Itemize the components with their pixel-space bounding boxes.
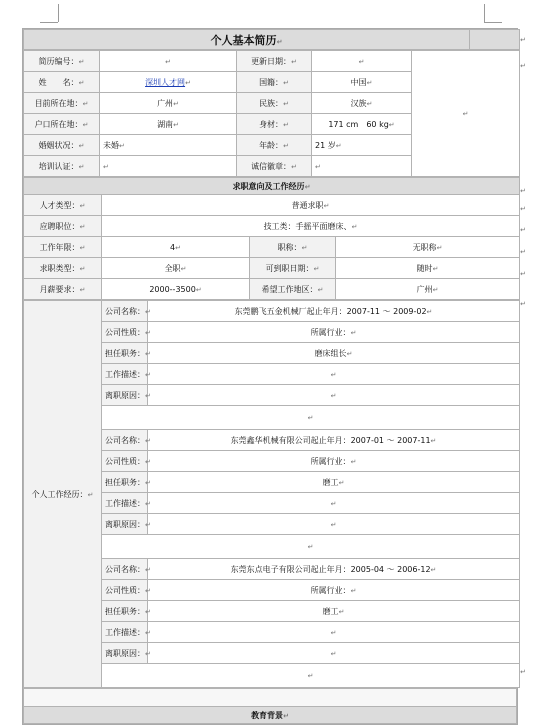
- description-value: ↵: [148, 364, 520, 385]
- company-name: 东莞鑫华机械有限公司: [230, 435, 311, 445]
- education-heading: 教育背景↵: [24, 707, 517, 724]
- company-label: 公司名称：↵: [102, 559, 148, 580]
- crop-mark-top-left-h: [40, 22, 58, 23]
- period-start: 2005-04: [350, 564, 385, 574]
- paragraph-mark: ↵: [520, 300, 526, 308]
- marital-value: 未婚↵: [100, 135, 237, 156]
- period-end: 2006-12: [397, 564, 431, 574]
- leave-reason-value: ↵: [148, 385, 520, 406]
- entry-spacer: ↵: [102, 535, 520, 559]
- leave-reason-value: ↵: [148, 643, 520, 664]
- credit-label: 诚信徽章：↵: [237, 156, 312, 177]
- paragraph-mark: ↵: [520, 226, 526, 234]
- company-name: 东莞东点电子有限公司: [230, 564, 311, 574]
- title-side-cell: [470, 30, 520, 50]
- industry-cell: 所属行业：↵: [148, 451, 520, 472]
- training-label: 培训认证：↵: [24, 156, 100, 177]
- hukou-value: 湖南↵: [100, 114, 237, 135]
- industry-cell: 所属行业：↵: [148, 322, 520, 343]
- updated-label: 更新日期：↵: [237, 51, 312, 72]
- work-years-label: 工作年限：↵: [24, 237, 102, 258]
- body-label: 身材：↵: [237, 114, 312, 135]
- spacer-row: [24, 689, 517, 707]
- location-label: 目前所在地：↵: [24, 93, 100, 114]
- role-label: 担任职务：↵: [102, 601, 148, 622]
- hukou-label: 户口所在地：↵: [24, 114, 100, 135]
- period-start: 2007-01: [350, 435, 385, 445]
- name-label: 姓 名：↵: [24, 72, 100, 93]
- marital-label: 婚姻状况：↵: [24, 135, 100, 156]
- paragraph-mark: ↵: [520, 205, 526, 213]
- entry-spacer: ↵: [102, 664, 520, 688]
- paragraph-mark: ↵: [520, 36, 526, 44]
- description-label: 工作描述：↵: [102, 364, 148, 385]
- nationality-value: 中国↵: [312, 72, 412, 93]
- leave-reason-label: 离职原因：↵: [102, 385, 148, 406]
- work-years-value: 4↵: [102, 237, 250, 258]
- job-type-label: 求职类型：↵: [24, 258, 102, 279]
- salary-value: 2000--3500↵: [102, 279, 250, 300]
- job-intention-table: [23, 177, 520, 300]
- location-value: 广州↵: [100, 93, 237, 114]
- nature-label: 公司性质：↵: [102, 451, 148, 472]
- description-label: 工作描述：↵: [102, 622, 148, 643]
- page-title: 个人基本简历↵: [24, 30, 470, 50]
- industry-cell: 所属行业：↵: [148, 580, 520, 601]
- role-label: 担任职务：↵: [102, 343, 148, 364]
- resume-no-label: 简历编号：↵: [24, 51, 100, 72]
- training-value: ↵: [100, 156, 237, 177]
- credit-value: ↵: [312, 156, 412, 177]
- description-label: 工作描述：↵: [102, 493, 148, 514]
- arrival-label: 可到职日期：↵: [250, 258, 336, 279]
- leave-reason-label: 离职原因：↵: [102, 514, 148, 535]
- leave-reason-label: 离职原因：↵: [102, 643, 148, 664]
- body-value: 171 cm 60 kg↵: [312, 114, 412, 135]
- crop-mark-top-right-v: [484, 4, 485, 22]
- job-title-label: 职称：↵: [250, 237, 336, 258]
- talent-type-value: 普通求职↵: [102, 195, 520, 216]
- age-value: 21 岁↵: [312, 135, 412, 156]
- title-table: [23, 29, 520, 50]
- description-value: ↵: [148, 493, 520, 514]
- nationality-label: 国籍：↵: [237, 72, 312, 93]
- company-name: 东莞鹏飞五金机械厂: [234, 306, 307, 316]
- paragraph-mark: ↵: [520, 62, 526, 70]
- company-label: 公司名称：↵: [102, 430, 148, 451]
- period-end: 2007-11: [397, 435, 431, 445]
- position-label: 应聘职位：↵: [24, 216, 102, 237]
- crop-mark-top-right-h: [484, 22, 502, 23]
- paragraph-mark: ↵: [520, 248, 526, 256]
- ethnicity-value: 汉族↵: [312, 93, 412, 114]
- period-label: 起止年月：: [310, 564, 351, 574]
- salary-label: 月薪要求：↵: [24, 279, 102, 300]
- job-section-heading: 求职意向及工作经历↵: [24, 178, 520, 195]
- period-label: 起止年月：: [306, 306, 347, 316]
- work-experience-table: [23, 300, 520, 688]
- age-label: 年龄：↵: [237, 135, 312, 156]
- job-title-value: 无职称↵: [336, 237, 520, 258]
- ethnicity-label: 民族：↵: [237, 93, 312, 114]
- name-value[interactable]: 深圳人才网↵: [100, 72, 237, 93]
- work-experience-label: 个人工作经历：↵: [24, 301, 102, 688]
- company-label: 公司名称：↵: [102, 301, 148, 322]
- period-start: 2007-11: [346, 306, 381, 316]
- nature-label: 公司性质：↵: [102, 322, 148, 343]
- resume-no-value: ↵: [100, 51, 237, 72]
- resume-document: [22, 28, 518, 725]
- period-end: 2009-02: [393, 306, 427, 316]
- paragraph-mark: ↵: [520, 668, 526, 676]
- company-row: 东莞东点电子有限公司起止年月：2005-04 ～ 2006-12↵: [148, 559, 520, 580]
- area-label: 希望工作地区：↵: [250, 279, 336, 300]
- period-label: 起止年月：: [310, 435, 351, 445]
- education-table: [23, 688, 517, 724]
- crop-mark-top-left-v: [58, 4, 59, 22]
- description-value: ↵: [148, 622, 520, 643]
- role-value: 磨工↵: [148, 601, 520, 622]
- area-value: 广州↵: [336, 279, 520, 300]
- talent-type-label: 人才类型：↵: [24, 195, 102, 216]
- photo-cell: ↵: [412, 51, 520, 177]
- basic-info-table: [23, 50, 520, 177]
- leave-reason-value: ↵: [148, 514, 520, 535]
- nature-label: 公司性质：↵: [102, 580, 148, 601]
- job-type-value: 全职↵: [102, 258, 250, 279]
- arrival-value: 随时↵: [336, 258, 520, 279]
- updated-value: ↵: [312, 51, 412, 72]
- position-value: 技工类：手摇平面磨床、↵: [102, 216, 520, 237]
- role-value: 磨床组长↵: [148, 343, 520, 364]
- role-label: 担任职务：↵: [102, 472, 148, 493]
- role-value: 磨工↵: [148, 472, 520, 493]
- company-row: 东莞鑫华机械有限公司起止年月：2007-01 ～ 2007-11↵: [148, 430, 520, 451]
- company-row: 东莞鹏飞五金机械厂起止年月：2007-11 ～ 2009-02↵: [148, 301, 520, 322]
- paragraph-mark: ↵: [520, 270, 526, 278]
- paragraph-mark: ↵: [520, 187, 526, 195]
- entry-spacer: ↵: [102, 406, 520, 430]
